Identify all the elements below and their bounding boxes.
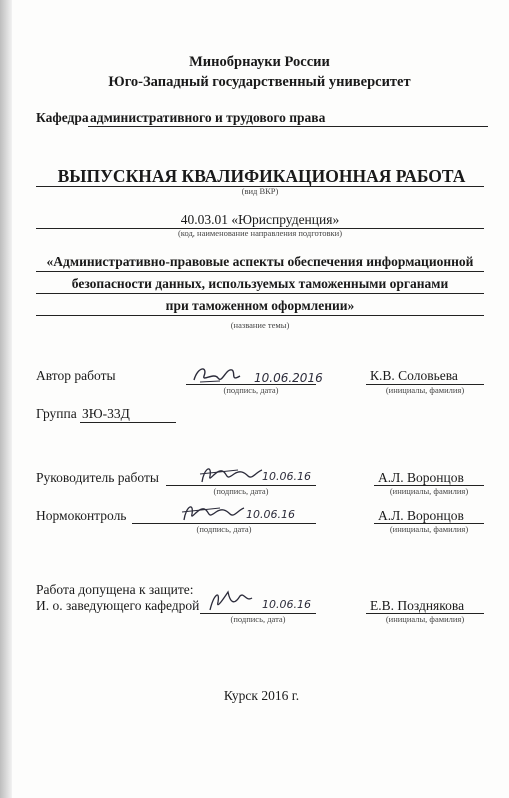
university-heading: Юго-Западный государственный университет [108,74,411,90]
acting-head-name: Е.В. Позднякова [370,598,465,613]
department-underline [88,126,488,127]
department-label: Кафедра [36,110,89,125]
direction-value: 40.03.01 «Юриспруденция» [180,212,340,227]
topic-underline-3 [36,315,484,316]
normcontrol-sign-date: 10.06.16 [246,508,295,521]
admission-sign-date: 10.06.16 [262,598,311,611]
author-sign-date: 10.06.2016 [254,371,323,385]
city-year: Курск 2016 г. [223,688,300,703]
topic-line-1: «Административно-правовые аспекты обеспечения информационной [46,254,474,269]
normcontrol-name-caption: (инициалы, фамилия) [389,524,469,534]
page-edge-shadow [0,0,12,798]
group-underline [80,422,176,423]
supervisor-label: Руководитель работы [36,470,159,485]
topic-underline-1 [36,271,484,272]
normcontrol-sign-caption: (подпись, дата) [196,524,252,534]
topic-line-2: безопасности данных, используемых таможенными органами [71,276,449,291]
normcontrol-label: Нормоконтроль [36,508,127,523]
ministry-heading: Минобрнауки России [189,54,330,70]
group-value: ЗЮ-33Д [82,406,130,421]
acting-head-label: И. о. заведующего кафедрой [36,598,200,613]
work-type-title: ВЫПУСКНАЯ КВАЛИФИКАЦИОННАЯ РАБОТА [57,166,466,186]
author-name-caption: (инициалы, фамилия) [385,385,465,395]
group-label: Группа [36,406,77,421]
topic-line-3: при таможенном оформлении» [165,298,355,313]
author-name: К.В. Соловьева [370,368,458,383]
supervisor-name: А.Л. Воронцов [378,470,464,485]
admission-sign-caption: (подпись, дата) [230,614,286,624]
normcontrol-name: А.Л. Воронцов [378,508,464,523]
admission-label: Работа допущена к защите: [36,582,194,597]
department-value: административного и трудового права [90,110,326,125]
supervisor-sign-date: 10.06.16 [262,470,311,483]
topic-caption: (название темы) [230,320,290,330]
supervisor-name-caption: (инициалы, фамилия) [389,486,469,496]
work-type-caption: (вид ВКР) [241,186,279,196]
supervisor-sign-caption: (подпись, дата) [213,486,269,496]
author-sign-caption: (подпись, дата) [223,385,279,395]
direction-caption: (код, наименование направления подготовки) [177,228,343,238]
acting-head-name-caption: (инициалы, фамилия) [385,614,465,624]
topic-underline-2 [36,293,484,294]
author-label: Автор работы [36,368,116,383]
